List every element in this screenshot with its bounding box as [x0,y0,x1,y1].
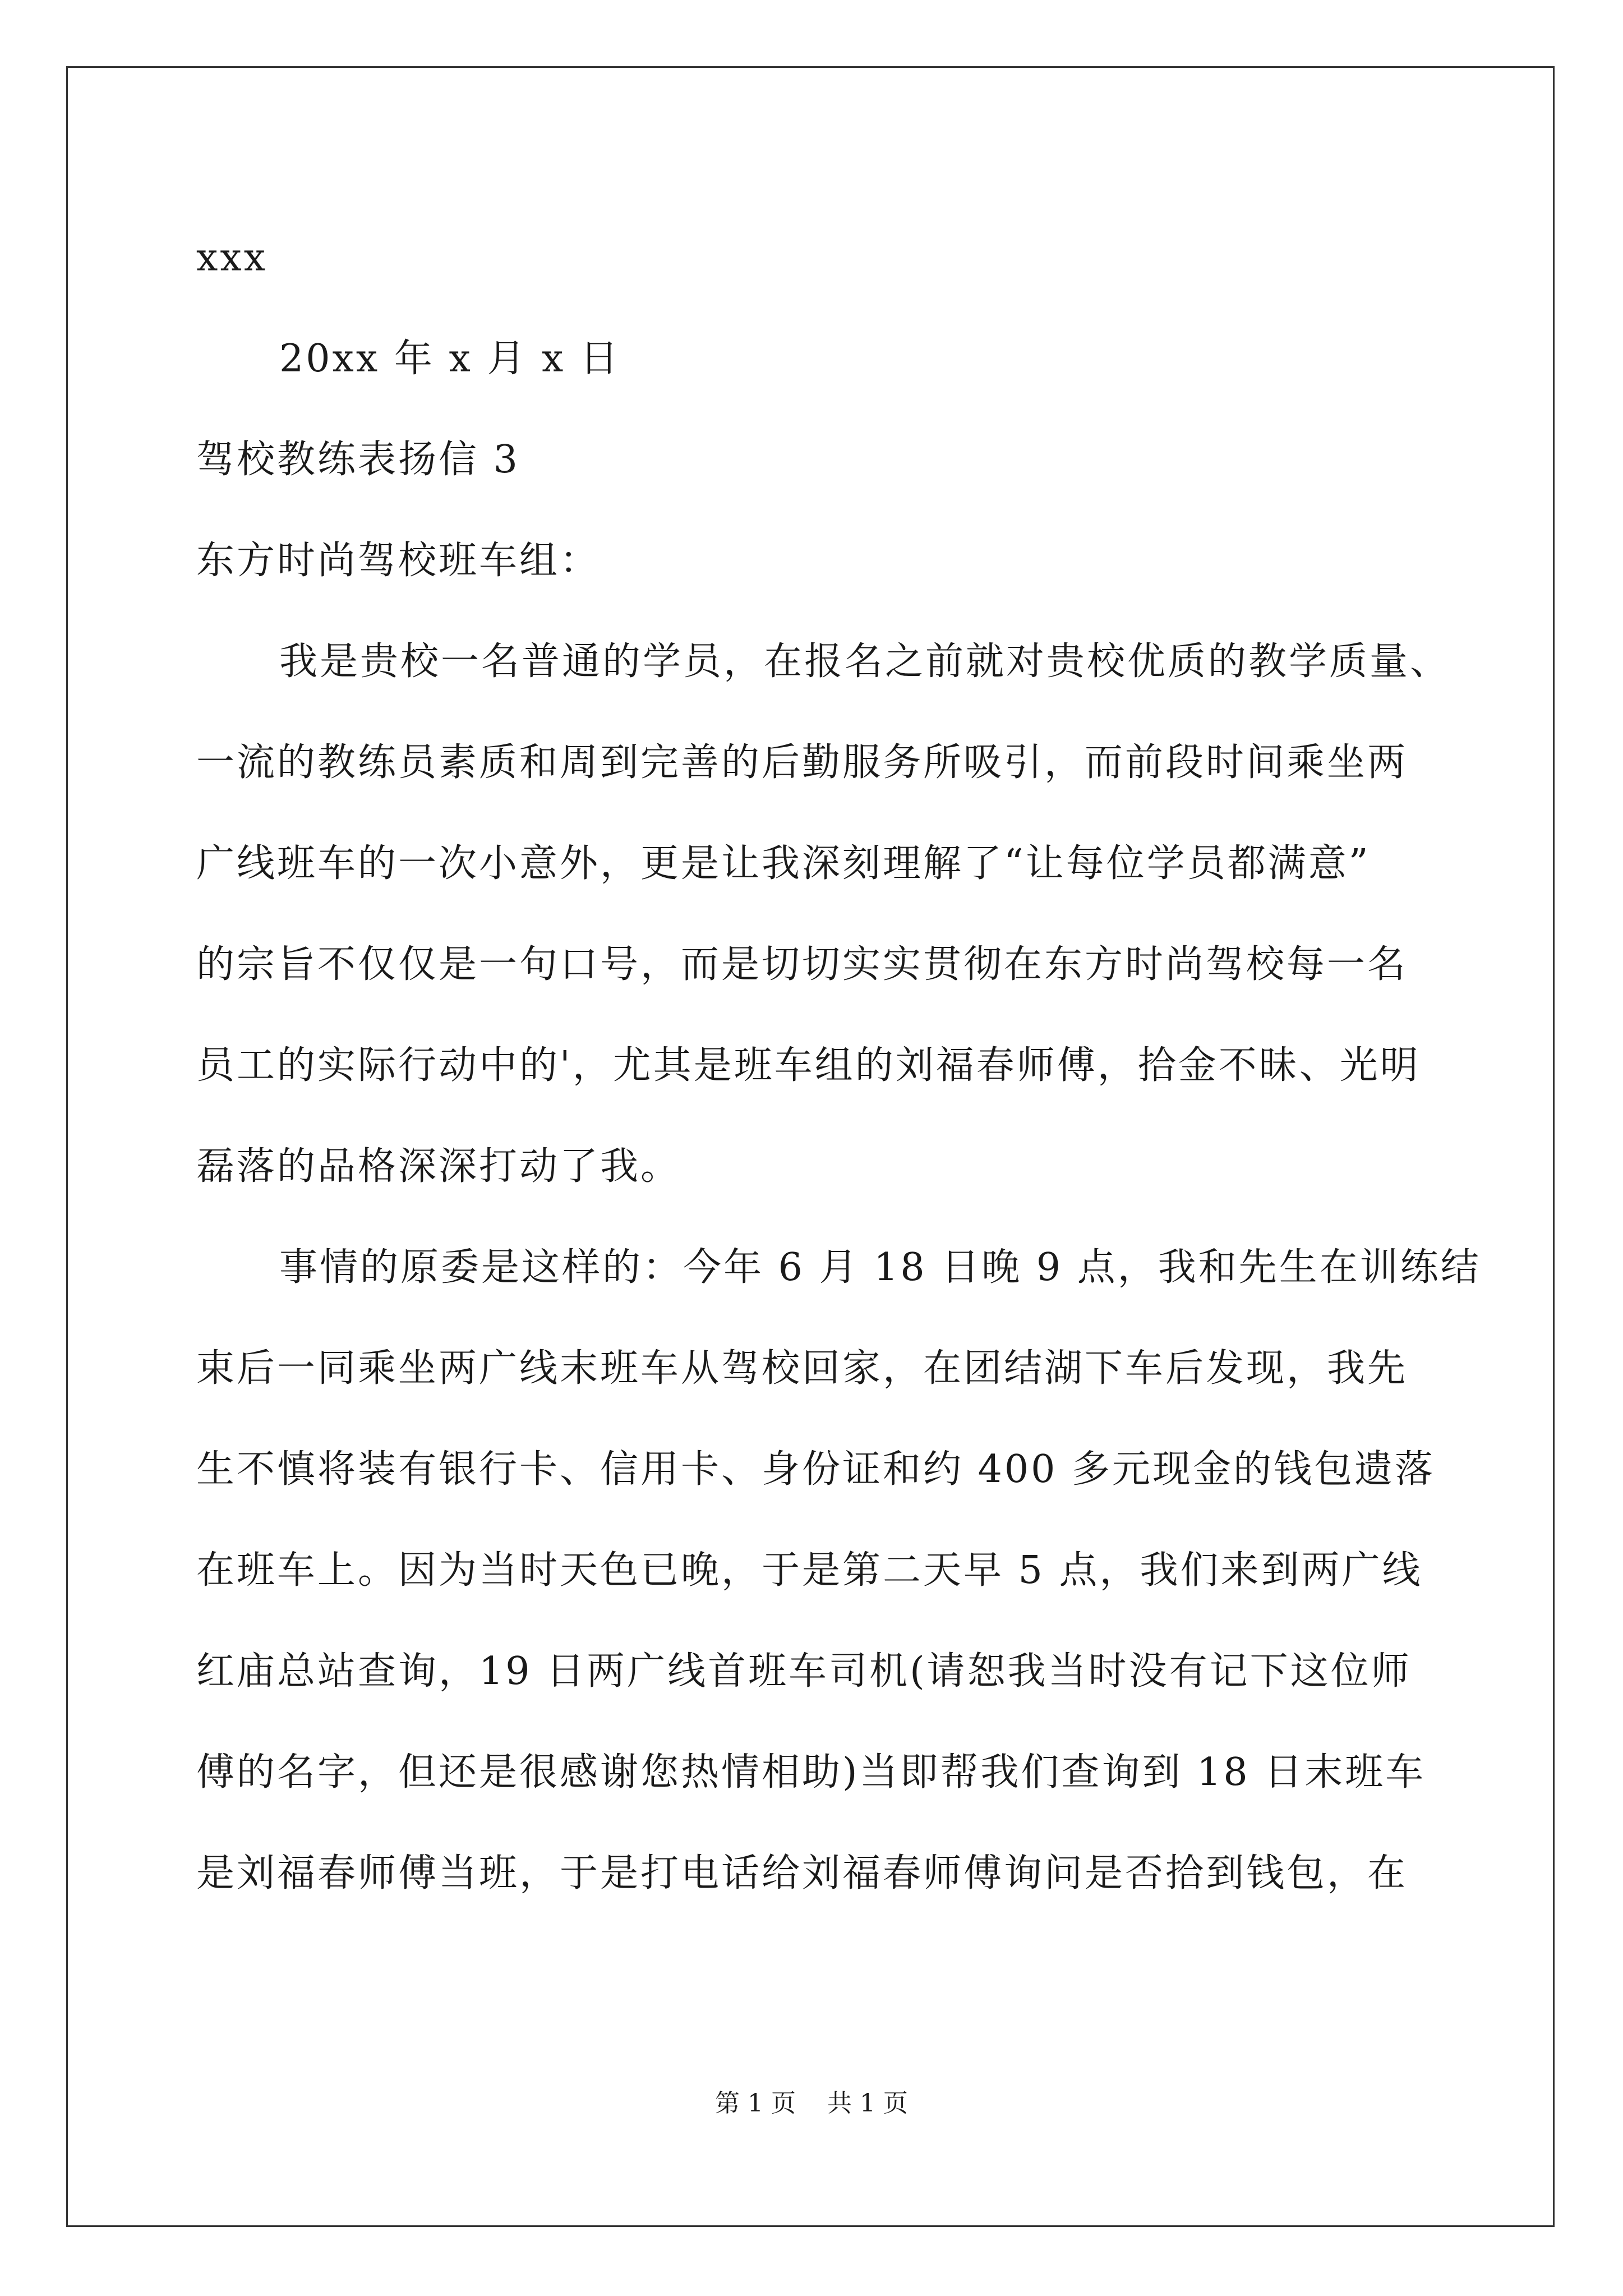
page-footer: 第 1 页 共 1 页 [715,2089,908,2118]
salutation: 东方时尚驾校班车组： [196,539,601,583]
paragraph-2 [196,1217,1481,1924]
paragraph-line: 磊落的品格深深打动了我。 [196,1144,681,1189]
signature: xxx [196,236,268,280]
paragraph-line: 广线班车的一次小意外，更是让我深刻理解了“让每位学员都满意” [196,841,1371,886]
letter-date: 20xx 年 x 月 x 日 [279,337,621,381]
paragraph-line: 是刘福春师傅当班，于是打电话给刘福春师傅询问是否拾到钱包，在 [196,1851,1408,1895]
letter-title: 驾校教练表扬信 3 [196,438,520,482]
paragraph-1 [196,611,1453,1217]
paragraph-line: 一流的教练员素质和周到完善的后勤服务所吸引，而前段时间乘坐两 [196,740,1408,785]
letter-body [196,208,1481,1924]
paragraph-line: 生不慎将装有银行卡、信用卡、身份证和约 400 多元现金的钱包遗落 [196,1447,1436,1492]
paragraph-line: 事情的原委是这样的：今年 6 月 18 日晚 9 点，我和先生在训练结 [279,1245,1481,1290]
paragraph-line: 员工的实际行动中的'，尤其是班车组的刘福春师傅，拾金不昧、光明 [196,1043,1421,1088]
paragraph-line: 束后一同乘坐两广线末班车从驾校回家，在团结湖下车后发现，我先 [196,1346,1408,1391]
paragraph-line: 红庙总站查询，19 日两广线首班车司机(请恕我当时没有记下这位师 [196,1649,1412,1694]
paragraph-line: 在班车上。因为当时天色已晚，于是第二天早 5 点，我们来到两广线 [196,1548,1423,1593]
paragraph-line: 的宗旨不仅仅是一句口号，而是切切实实贯彻在东方时尚驾校每一名 [196,942,1408,987]
paragraph-line: 我是贵校一名普通的学员，在报名之前就对贵校优质的教学质量、 [279,639,1451,684]
paragraph-line: 傅的名字，但还是很感谢您热情相助)当即帮我们查询到 18 日末班车 [196,1750,1426,1795]
